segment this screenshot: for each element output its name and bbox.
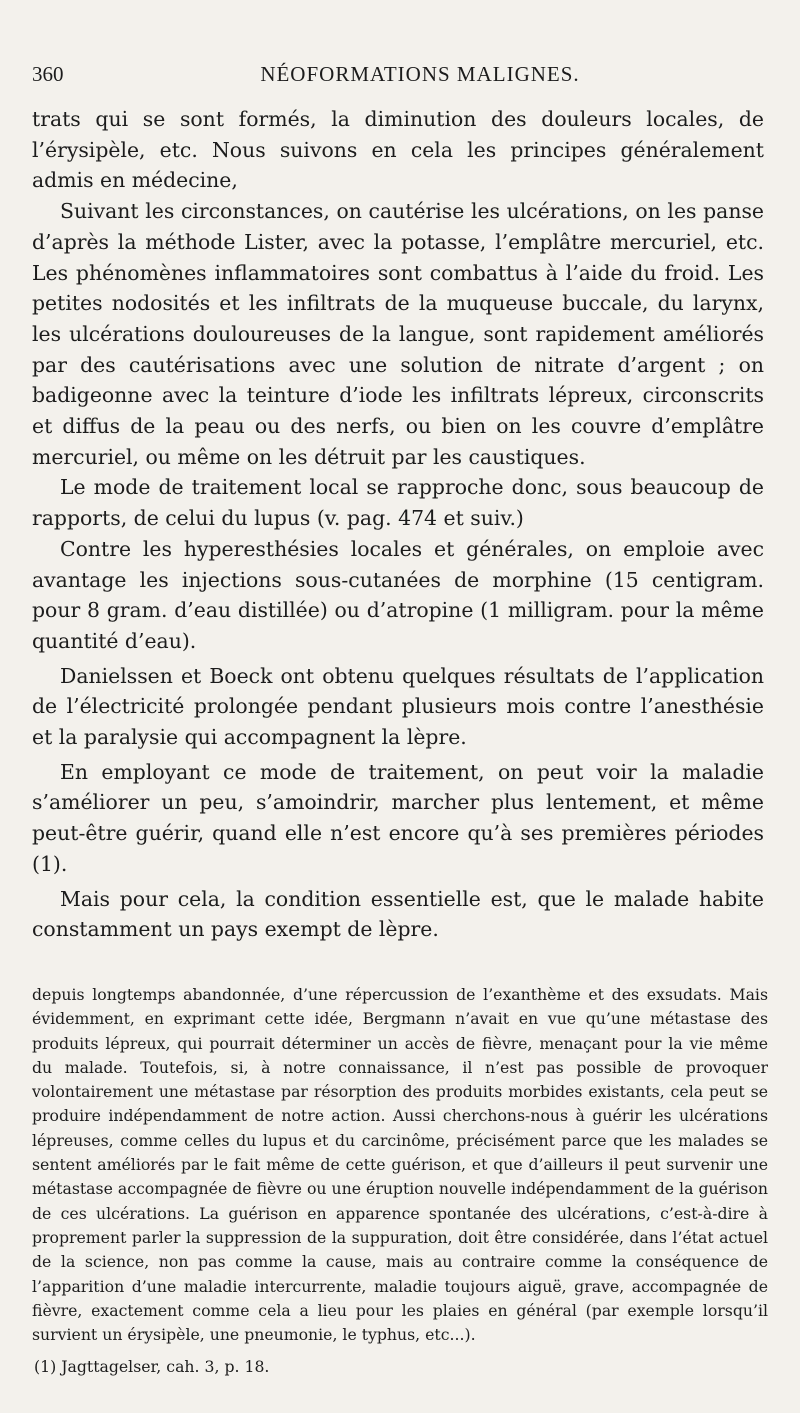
page-header [32,62,768,90]
footnote-continued: depuis longtemps abandonnée, d’une répercussion de l’exanthème et des exsudats. Mais évidemment, en exprimant cette idée, Bergmann n’avait en vue qu’une métastase des produits lépreux, qui pourrait déterminer un accès de fièvre, menaçant pour la vie même du malade. Toutefois, si, à notre connaissance, il n’est pas possible de provoquer volontairement une métastase par résorption des produits morbides existants, cela peut se produire indépendamment de notre action. Aussi cherchons-nous à guérir les ulcérations lépreuses, comme celles du lupus et du carcinôme, précisément parce que les malades se sentent améliorés par le fait même de cette guérison, et que d’ailleurs il peut survenir une métastase accompagnée de fièvre ou une éruption nouvelle indépendamment de la guérison de ces ulcérations. La guérison en apparence spontanée des ulcérations, c’est-à-dire à proprement parler la suppression de la suppuration, doit être considérée, dans l’état actuel de la science, non pas comme la cause, mais au contraire comme la conséquence de l’apparition d’une maladie intercurrente, maladie toujours aiguë, grave, accompagnée de fièvre, exactement comme cela a lieu pour les plaies en général (par exemple lorsqu’il survient un érysipèle, une pneumonie, le typhus, etc...). [32,985,768,1345]
paragraph: Mais pour cela, la condition essentielle est, que le malade habite constamment un pays exempt de lèpre. [32,886,764,942]
paragraph: Contre les hyperesthésies locales et générales, on emploie avec avantage les injections sous-cutanées de morphine (15 centigram. pour 8 gram. d’eau distillée) ou d’atropine (1 milligram. pour la même quantité d’eau). [32,536,764,653]
paragraph: Danielssen et Boeck ont obtenu quelques résultats de l’application de l’électricité prolongée pendant plusieurs mois contre l’anesthésie et la paralysie qui accompagnent la lèpre. [32,663,764,750]
footnote-1: (1) Jagttagelser, cah. 3, p. 18. [34,1357,270,1377]
paragraph: trats qui se sont formés, la diminution des douleurs locales, de l’érysipèle, etc. Nous suivons en cela les principes généralement admis en médecine, [32,107,764,193]
page-number: 360 [32,62,64,86]
paragraph: Suivant les circonstances, on cautérise les ulcérations, on les panse d’après la méthode Lister, avec la potasse, l’emplâtre mercuriel, etc. Les phénomènes inflammatoires sont combattus à l’aide du froid. Les petites nodosités et les infiltrats de la muqueuse buccale, du larynx, les ulcérations douloureuses de la langue, sont rapidement améliorés par des cautérisations avec une solution de nitrate d’argent ; on badigeonne avec la teinture d’iode les infiltrats lépreux, circonscrits et diffus de la peau ou des nerfs, ou bien on les couvre d’emplâtre mercuriel, ou même on les détruit par les caustiques. [32,199,764,469]
paragraph: Le mode de traitement local se rapproche donc, sous beaucoup de rapports, de celui du lupus (v. pag. 474 et suiv.) [32,475,764,531]
main-text [32,104,764,945]
paragraph: En employant ce mode de traitement, on peut voir la maladie s’améliorer un peu, s’amoindrir, marcher plus lentement, et même peut-être guérir, quand elle n’est encore qu’à ses premières périodes (1). [32,759,764,876]
running-title: NÉOFORMATIONS MALIGNES. [260,62,580,86]
footnotes [32,983,768,1380]
